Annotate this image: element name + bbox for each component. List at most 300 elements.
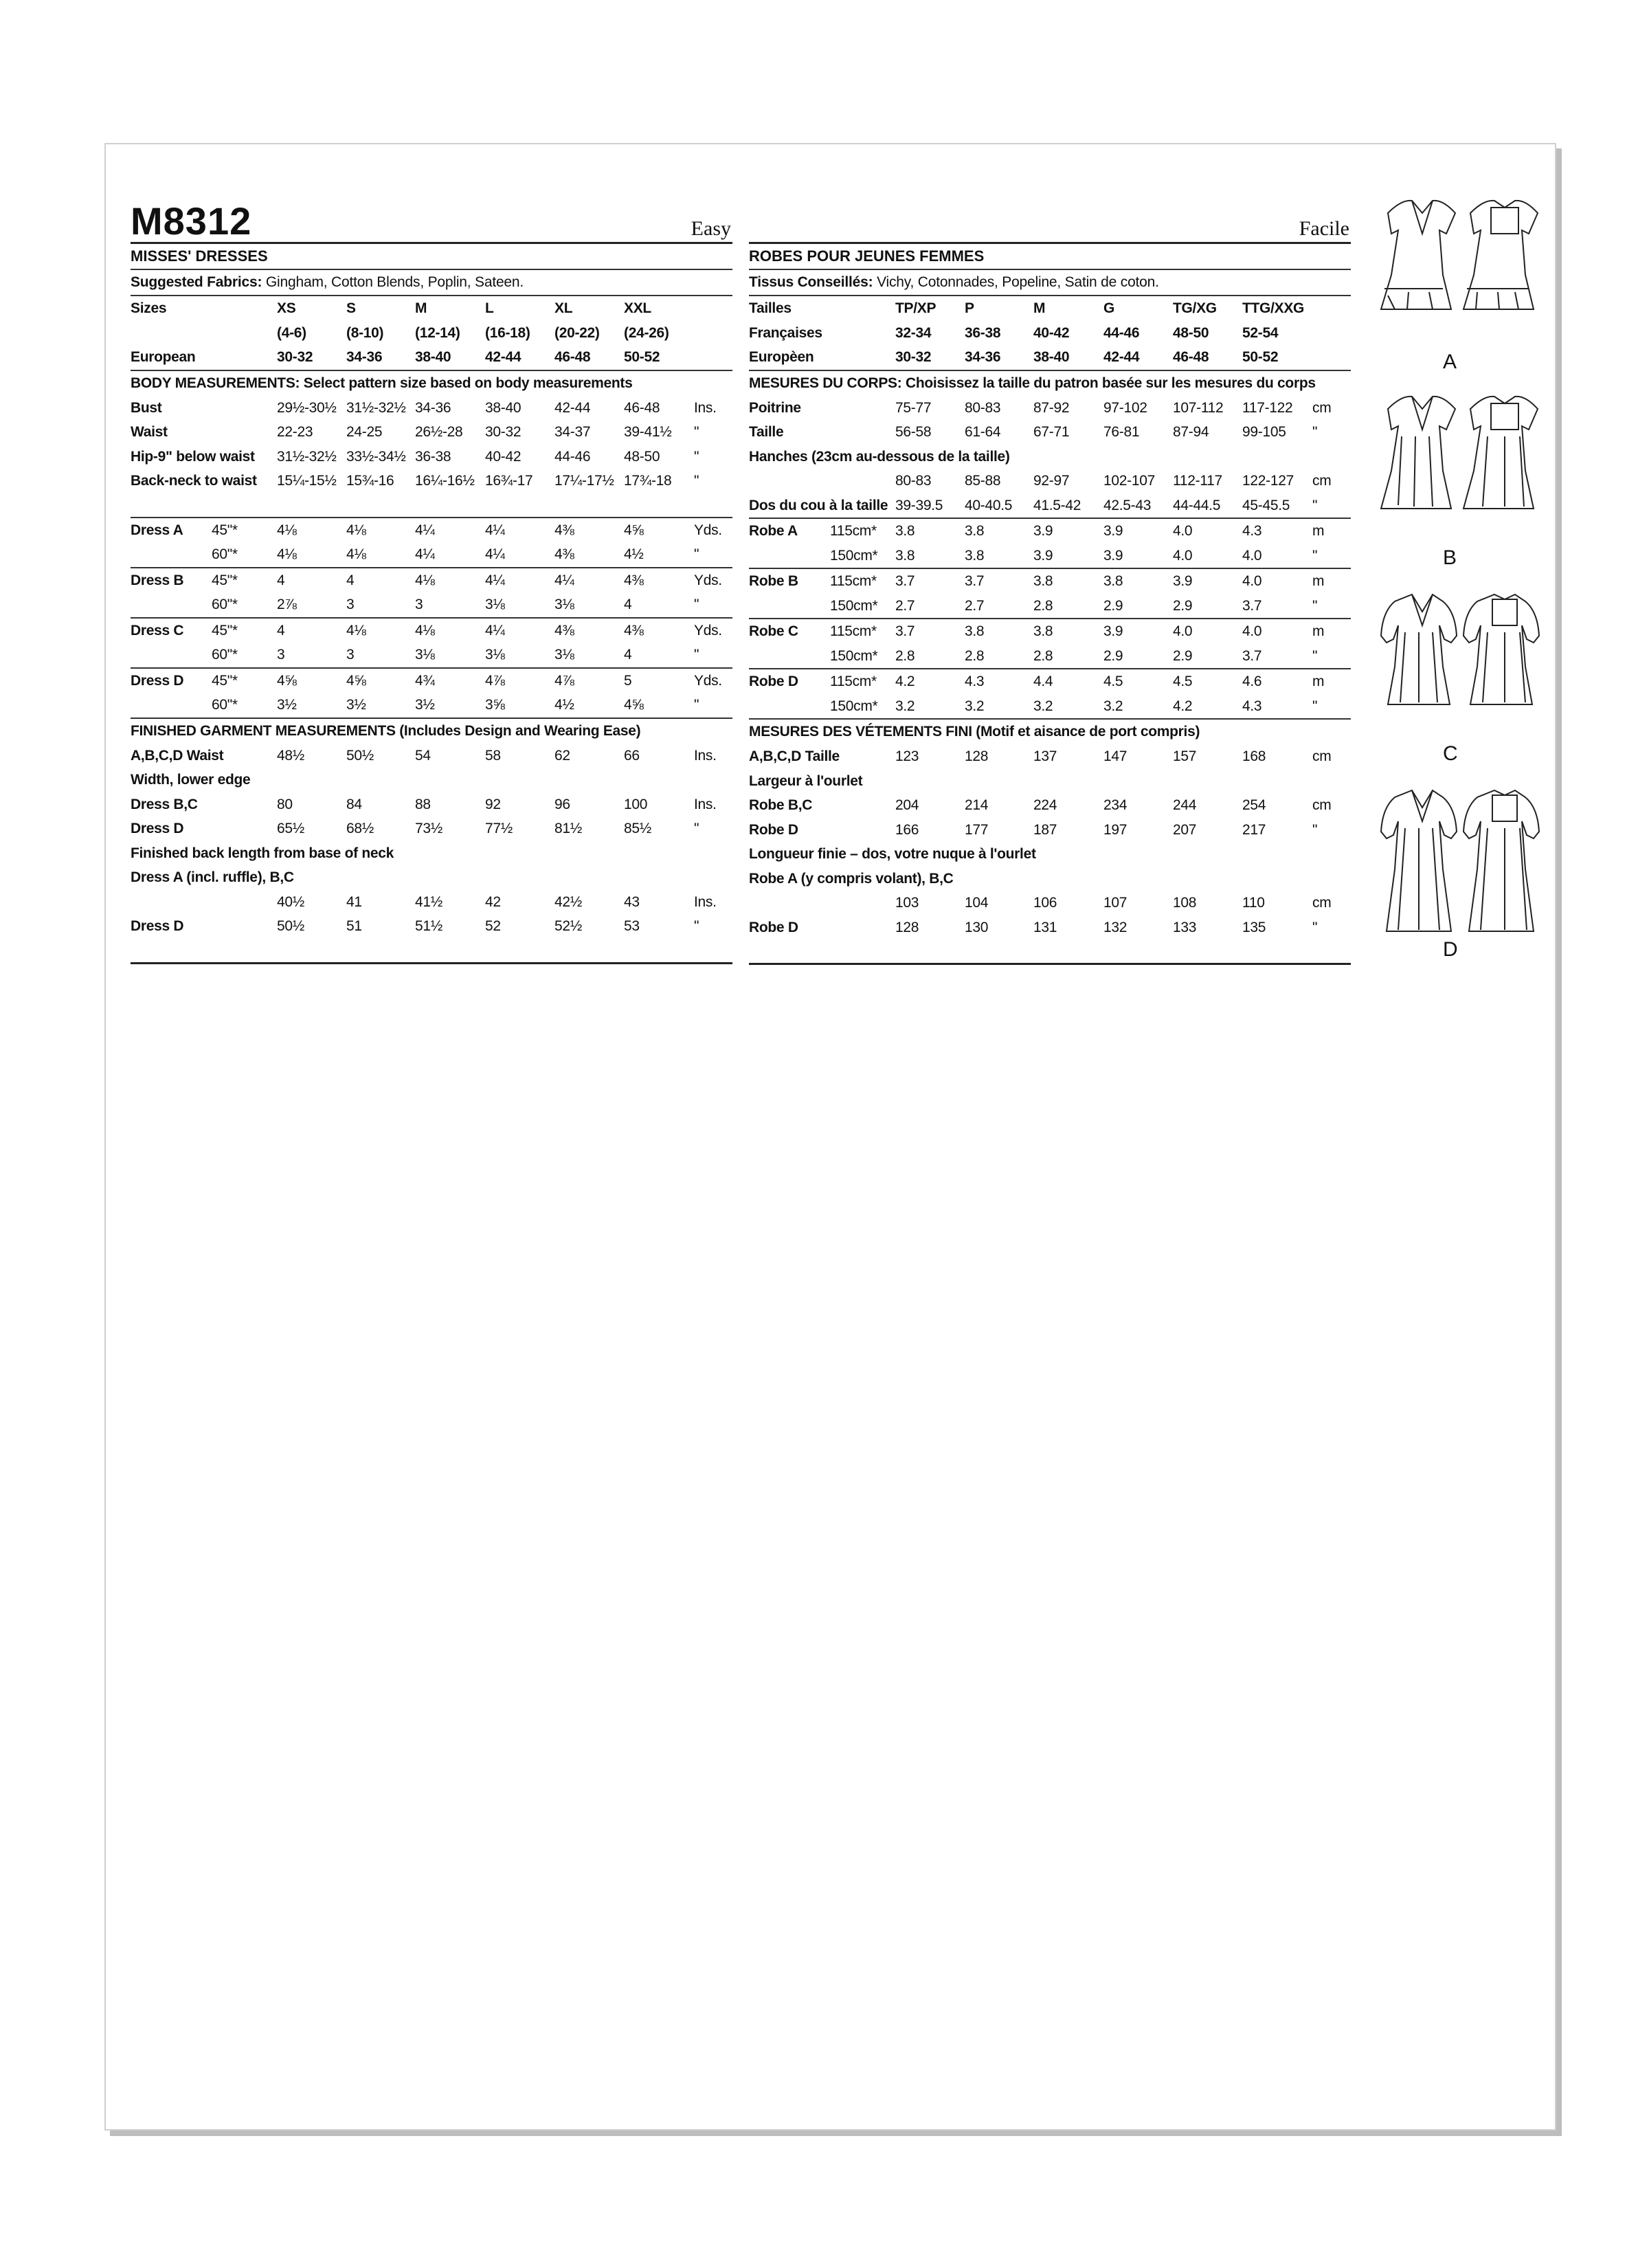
value-cell: 4.0 — [1173, 623, 1193, 639]
value-cell: 58 — [485, 747, 501, 764]
garment-title: ROBES POUR JEUNES FEMMES — [749, 244, 1351, 270]
value-cell: 80-83 — [965, 399, 1001, 416]
row-label: Dress A (incl. ruffle), B,C — [131, 869, 294, 885]
value-cell: 128 — [895, 919, 919, 935]
value-cell: 130 — [965, 919, 989, 935]
measurement-row — [131, 768, 732, 792]
unit-cell: " — [694, 918, 699, 934]
unit-cell: Ins. — [694, 399, 717, 416]
value-cell: 52 — [485, 918, 501, 934]
value-cell: 4 — [346, 572, 355, 588]
size-cell: XS — [277, 300, 296, 316]
value-cell: 4⅛ — [415, 622, 435, 638]
value-cell: 17¼-17½ — [554, 473, 614, 489]
value-cell: 31½-32½ — [346, 399, 406, 416]
value-cell: 44-46 — [554, 448, 591, 465]
view-name: Dress B — [131, 572, 184, 588]
value-cell: 131 — [1033, 919, 1057, 935]
english-column — [131, 198, 732, 964]
value-cell: 4⅞ — [554, 672, 574, 689]
fabric-width: 45"* — [212, 522, 238, 538]
yardage-block — [749, 668, 1351, 718]
value-cell: 123 — [895, 748, 919, 764]
dress-d-sketch-icon — [1374, 780, 1546, 945]
value-cell: 43 — [624, 893, 640, 910]
value-cell: 3⅛ — [485, 597, 505, 612]
value-cell: 3½ — [346, 697, 366, 713]
value-cell: 4⅛ — [346, 622, 366, 638]
yardage-row — [131, 693, 732, 718]
value-cell: 4.3 — [1242, 523, 1262, 539]
value-cell: 40-40.5 — [965, 497, 1013, 513]
value-cell: 4⅜ — [554, 546, 574, 562]
measurement-row — [131, 744, 732, 768]
fabric-width: 45"* — [212, 622, 238, 638]
value-cell: 214 — [965, 797, 989, 813]
value-cell: 85-88 — [965, 473, 1001, 489]
value-cell: 39-41½ — [624, 424, 672, 440]
value-cell: 40½ — [277, 893, 304, 910]
size-cell: 42-44 — [1103, 349, 1140, 365]
value-cell: 77½ — [485, 821, 513, 836]
measurement-row — [749, 867, 1351, 891]
value-cell: 4¼ — [415, 522, 435, 538]
value-cell: 217 — [1242, 821, 1266, 838]
value-cell: 29½-30½ — [277, 399, 337, 416]
value-cell: 4⅜ — [554, 622, 574, 638]
yardage-block — [749, 618, 1351, 668]
sizes-row — [749, 296, 1351, 321]
value-cell: 4¼ — [415, 546, 435, 562]
value-cell: 102-107 — [1103, 473, 1155, 489]
yardage-row — [749, 519, 1351, 544]
measurement-row — [131, 865, 732, 890]
value-cell: 2.8 — [1033, 647, 1053, 664]
value-cell: 3 — [277, 647, 285, 663]
value-cell: 104 — [965, 895, 989, 911]
heading-bold: BODY MEASUREMENTS: — [131, 375, 300, 391]
value-cell: 137 — [1033, 748, 1057, 764]
unit-cell: " — [694, 697, 699, 713]
value-cell: 5 — [624, 672, 632, 689]
row-label: Poitrine — [749, 399, 801, 416]
value-cell: 3.9 — [1103, 623, 1123, 639]
heading-rest: (Includes Design and Wearing Ease) — [399, 722, 641, 739]
value-cell: 135 — [1242, 919, 1266, 935]
size-cell: (12-14) — [415, 324, 460, 341]
value-cell: 3.9 — [1103, 547, 1123, 564]
value-cell: 52½ — [554, 918, 582, 934]
dress-a-sketch-icon — [1374, 192, 1546, 357]
size-cell: XL — [554, 300, 573, 316]
value-cell: 61-64 — [965, 424, 1001, 440]
european-row — [131, 345, 732, 370]
fabric-width: 45"* — [212, 672, 238, 689]
size-cell: 44-46 — [1103, 324, 1140, 341]
fabric-width: 60"* — [212, 546, 238, 562]
value-cell: 45-45.5 — [1242, 497, 1290, 513]
value-cell: 224 — [1033, 797, 1057, 813]
value-cell: 168 — [1242, 748, 1266, 764]
value-cell: 92 — [485, 796, 501, 812]
size-cell: 34-36 — [965, 349, 1001, 365]
yardage-block — [131, 567, 732, 617]
row-label: Hanches (23cm au-dessous de la taille) — [749, 448, 1010, 465]
value-cell: 4.4 — [1033, 674, 1053, 689]
size-cell: TG/XG — [1173, 300, 1217, 316]
size-cell: 42-44 — [485, 349, 521, 365]
row-label: Width, lower edge — [131, 772, 251, 788]
value-cell: 4¼ — [485, 546, 505, 562]
size-cell: 38-40 — [415, 349, 451, 365]
value-cell: 4.5 — [1173, 674, 1193, 689]
row-label: Hip-9" below waist — [131, 448, 255, 465]
value-cell: 3.9 — [1103, 523, 1123, 539]
value-cell: 67-71 — [1033, 424, 1070, 440]
yardage-table — [749, 518, 1351, 718]
value-cell: 42 — [485, 893, 501, 910]
value-cell: 2.8 — [895, 647, 915, 664]
value-cell: 42½ — [554, 893, 582, 910]
unit-cell: cm — [1312, 399, 1332, 416]
value-cell: 204 — [895, 797, 919, 813]
row-label: Dos du cou à la taille — [749, 497, 888, 513]
value-cell: 244 — [1173, 797, 1197, 813]
view-c — [1374, 584, 1546, 780]
value-cell: 75-77 — [895, 399, 932, 416]
value-cell: 4⅝ — [624, 522, 644, 538]
yardage-block — [131, 517, 732, 567]
value-cell: 4⅛ — [277, 546, 297, 562]
difficulty-level: Facile — [1299, 217, 1349, 240]
value-cell: 81½ — [554, 821, 582, 836]
european-label: European — [131, 349, 196, 365]
yardage-row — [131, 518, 732, 543]
row-label: Taille — [749, 424, 784, 440]
view-b — [1374, 388, 1546, 584]
value-cell: 197 — [1103, 821, 1128, 838]
size-cell: (4-6) — [277, 324, 306, 341]
value-cell: 207 — [1173, 821, 1197, 838]
value-cell: 31½-32½ — [277, 448, 337, 465]
value-cell: 76-81 — [1103, 424, 1140, 440]
body-measurements-heading — [749, 370, 1351, 396]
measurement-row — [749, 793, 1351, 818]
heading-bold: MESURES DES VÉTEMENTS FINI — [749, 724, 972, 740]
size-cell: 50-52 — [1242, 349, 1279, 365]
value-cell: 50½ — [346, 747, 374, 764]
row-label: Dress D — [131, 918, 184, 934]
value-cell: 22-23 — [277, 424, 313, 440]
value-cell: 3.2 — [1103, 698, 1123, 714]
fabric-width: 115cm* — [830, 573, 877, 589]
yardage-row — [131, 568, 732, 593]
value-cell: 4.0 — [1242, 623, 1262, 639]
size-cell: P — [965, 300, 974, 316]
value-cell: 17¾-18 — [624, 473, 672, 489]
value-cell: 3½ — [277, 697, 297, 713]
value-cell: 3⅝ — [485, 697, 505, 713]
value-cell: 2.9 — [1173, 597, 1193, 614]
value-cell: 3⅛ — [485, 647, 505, 663]
value-cell: 3⅛ — [415, 647, 435, 663]
fabric-width: 60"* — [212, 697, 238, 713]
view-name: Robe B — [749, 573, 798, 589]
sizes-row — [131, 296, 732, 321]
value-cell: 80 — [277, 796, 293, 812]
fabric-width: 45"* — [212, 572, 238, 588]
measurement-row — [131, 792, 732, 817]
size-cell: 38-40 — [1033, 349, 1070, 365]
value-cell: 4 — [277, 572, 285, 588]
value-cell: 3.2 — [1033, 698, 1053, 714]
pattern-code: M8312 — [131, 199, 252, 243]
measurement-row — [131, 841, 732, 866]
value-cell: 147 — [1103, 748, 1128, 764]
value-cell: 34-37 — [554, 424, 591, 440]
unit-cell: " — [694, 821, 699, 836]
value-cell: 4.5 — [1103, 674, 1123, 689]
value-cell: 4.3 — [1242, 698, 1262, 714]
fabric-width: 150cm* — [830, 547, 878, 564]
value-cell: 26½-28 — [415, 424, 463, 440]
row-label: Finished back length from base of neck — [131, 845, 394, 861]
measurement-row — [749, 891, 1351, 915]
value-cell: 73½ — [415, 821, 442, 836]
value-cell: 4½ — [624, 546, 644, 562]
size-cell: 50-52 — [624, 349, 660, 365]
yardage-block — [749, 568, 1351, 618]
view-name: Robe D — [749, 674, 798, 689]
fabrics-label: Tissus Conseillés: — [749, 274, 873, 290]
unit-cell: Ins. — [694, 747, 717, 764]
value-cell: 42-44 — [554, 399, 591, 416]
size-cell: 30-32 — [277, 349, 313, 365]
size-cell: M — [415, 300, 427, 316]
value-cell: 3 — [346, 597, 355, 612]
heading-rest: (Motif et aisance de port compris) — [976, 724, 1200, 740]
suggested-fabrics — [131, 270, 732, 296]
row-label: Bust — [131, 399, 162, 416]
value-cell: 38-40 — [485, 399, 521, 416]
value-cell: 3.7 — [1242, 597, 1262, 614]
value-cell: 4⅝ — [346, 672, 366, 689]
european-label: Europèen — [749, 349, 814, 365]
value-cell: 4⅛ — [346, 522, 366, 538]
value-cell: 3.2 — [965, 698, 985, 714]
measurement-row — [131, 396, 732, 421]
unit-cell: " — [694, 424, 699, 440]
value-cell: 4⅜ — [554, 522, 574, 538]
unit-cell: m — [1312, 623, 1325, 639]
measurement-row — [131, 420, 732, 445]
value-cell: 157 — [1173, 748, 1197, 764]
view-name: Robe C — [749, 623, 798, 639]
value-cell: 42.5-43 — [1103, 497, 1152, 513]
value-cell: 3.9 — [1033, 547, 1053, 564]
value-cell: 4 — [624, 647, 632, 663]
value-cell: 51 — [346, 918, 362, 934]
unit-cell: " — [1312, 647, 1318, 664]
row-label: Waist — [131, 424, 168, 440]
value-cell: 3.9 — [1033, 523, 1053, 539]
value-cell: 2.9 — [1103, 647, 1123, 664]
unit-cell: " — [1312, 424, 1318, 440]
measurement-row — [749, 915, 1351, 940]
value-cell: 3.8 — [1033, 623, 1053, 639]
value-cell: 4⅜ — [624, 622, 644, 638]
dress-c-sketch-icon — [1374, 584, 1546, 749]
value-cell: 4.2 — [1173, 698, 1193, 714]
unit-cell: Ins. — [694, 796, 717, 812]
size-cell: TTG/XXG — [1242, 300, 1305, 316]
finished-measurements-heading — [131, 718, 732, 744]
yardage-row — [749, 644, 1351, 669]
yardage-row — [131, 669, 732, 693]
row-label: Dress D — [131, 821, 184, 836]
value-cell: 15¼-15½ — [277, 473, 337, 489]
row-label: Robe B,C — [749, 797, 813, 813]
value-cell: 3.7 — [1242, 647, 1262, 664]
view-label: A — [1443, 351, 1457, 373]
dress-b-sketch-icon — [1374, 388, 1546, 553]
value-cell: 2.9 — [1173, 647, 1193, 664]
heading-bold: MESURES DU CORPS: — [749, 375, 902, 391]
yardage-block — [749, 518, 1351, 568]
value-cell: 4⅝ — [624, 697, 644, 713]
value-cell: 4⅝ — [277, 672, 297, 689]
value-cell: 96 — [554, 796, 570, 812]
value-cell: 56-58 — [895, 424, 932, 440]
view-label: D — [1443, 938, 1458, 961]
us-sizes-row — [131, 321, 732, 346]
size-cell: L — [485, 300, 494, 316]
value-cell: 2.9 — [1103, 597, 1123, 614]
value-cell: 39-39.5 — [895, 497, 943, 513]
size-cell: TP/XP — [895, 300, 936, 316]
yardage-row — [749, 669, 1351, 694]
view-name: Dress A — [131, 522, 183, 538]
view-name: Dress C — [131, 622, 184, 638]
value-cell: 3 — [415, 597, 423, 612]
value-cell: 3.8 — [965, 623, 985, 639]
view-a — [1374, 192, 1546, 388]
fabric-width: 115cm* — [830, 674, 877, 689]
garment-title: MISSES' DRESSES — [131, 244, 732, 270]
value-cell: 54 — [415, 747, 431, 764]
value-cell: 16¼-16½ — [415, 473, 475, 489]
value-cell: 3.2 — [895, 698, 915, 714]
measurement-row — [749, 469, 1351, 493]
value-cell: 87-92 — [1033, 399, 1070, 416]
value-cell: 41 — [346, 893, 362, 910]
value-cell: 4 — [277, 622, 285, 638]
value-cell: 110 — [1242, 895, 1265, 911]
french-sizes-label: Françaises — [749, 324, 822, 341]
unit-cell: " — [694, 597, 699, 612]
value-cell: 65½ — [277, 821, 304, 836]
unit-cell: m — [1312, 674, 1325, 689]
difficulty-level: Easy — [691, 217, 731, 240]
size-cell: 52-54 — [1242, 324, 1279, 341]
value-cell: 46-48 — [624, 399, 660, 416]
row-label: Dress B,C — [131, 796, 198, 812]
value-cell: 3.7 — [895, 623, 915, 639]
heading-bold: FINISHED GARMENT MEASUREMENTS — [131, 722, 396, 739]
row-label: Robe D — [749, 919, 798, 935]
size-cell: (24-26) — [624, 324, 669, 341]
value-cell: 41½ — [415, 893, 442, 910]
row-label: A,B,C,D Waist — [131, 747, 224, 764]
yardage-row — [131, 592, 732, 617]
value-cell: 3.7 — [895, 573, 915, 589]
unit-cell: " — [1312, 597, 1318, 614]
value-cell: 87-94 — [1173, 424, 1209, 440]
yardage-block — [131, 617, 732, 667]
value-cell: 112-117 — [1173, 473, 1222, 489]
value-cell: 97-102 — [1103, 399, 1147, 416]
value-cell: 40-42 — [485, 448, 521, 465]
yardage-row — [131, 619, 732, 643]
unit-cell: " — [1312, 547, 1318, 564]
value-cell: 33½-34½ — [346, 448, 406, 465]
measurement-row — [131, 890, 732, 915]
unit-cell: " — [694, 448, 699, 465]
value-cell: 4.0 — [1173, 547, 1193, 564]
sizes-label: Sizes — [131, 300, 167, 316]
value-cell: 4.0 — [1242, 547, 1262, 564]
fabric-width: 150cm* — [830, 647, 878, 664]
value-cell: 92-97 — [1033, 473, 1070, 489]
value-cell: 3 — [346, 647, 355, 663]
value-cell: 187 — [1033, 821, 1057, 838]
yardage-row — [131, 542, 732, 567]
value-cell: 3.8 — [965, 547, 985, 564]
value-cell: 103 — [895, 895, 919, 911]
yardage-row — [749, 619, 1351, 644]
row-label: Longueur finie – dos, votre nuque à l'ourlet — [749, 846, 1036, 862]
unit-cell: m — [1312, 573, 1325, 589]
suggested-fabrics — [749, 270, 1351, 296]
value-cell: 122-127 — [1242, 473, 1294, 489]
body-measurements-table — [749, 396, 1351, 518]
value-cell: 3.8 — [895, 547, 915, 564]
unit-cell: cm — [1312, 473, 1332, 489]
fabric-width: 115cm* — [830, 623, 877, 639]
measurement-row — [131, 816, 732, 841]
value-cell: 128 — [965, 748, 989, 764]
value-cell: 4¼ — [485, 522, 505, 538]
size-cell: (8-10) — [346, 324, 384, 341]
unit-cell: " — [694, 473, 699, 489]
size-cell: 46-48 — [1173, 349, 1209, 365]
value-cell: 84 — [346, 796, 362, 812]
view-sketches — [1374, 192, 1546, 976]
value-cell: 4⅛ — [277, 522, 297, 538]
value-cell: 24-25 — [346, 424, 383, 440]
yardage-row — [749, 594, 1351, 619]
value-cell: 4¼ — [485, 622, 505, 638]
body-measurements-table — [131, 396, 732, 493]
fabric-width: 115cm* — [830, 523, 877, 539]
fabrics-list: Gingham, Cotton Blends, Poplin, Sateen. — [265, 274, 524, 290]
size-cell: 30-32 — [895, 349, 932, 365]
value-cell: 4⅛ — [346, 546, 366, 562]
value-cell: 50½ — [277, 918, 304, 934]
value-cell: 133 — [1173, 919, 1197, 935]
heading-rest: Select pattern size based on body measurements — [303, 375, 633, 391]
value-cell: 62 — [554, 747, 570, 764]
